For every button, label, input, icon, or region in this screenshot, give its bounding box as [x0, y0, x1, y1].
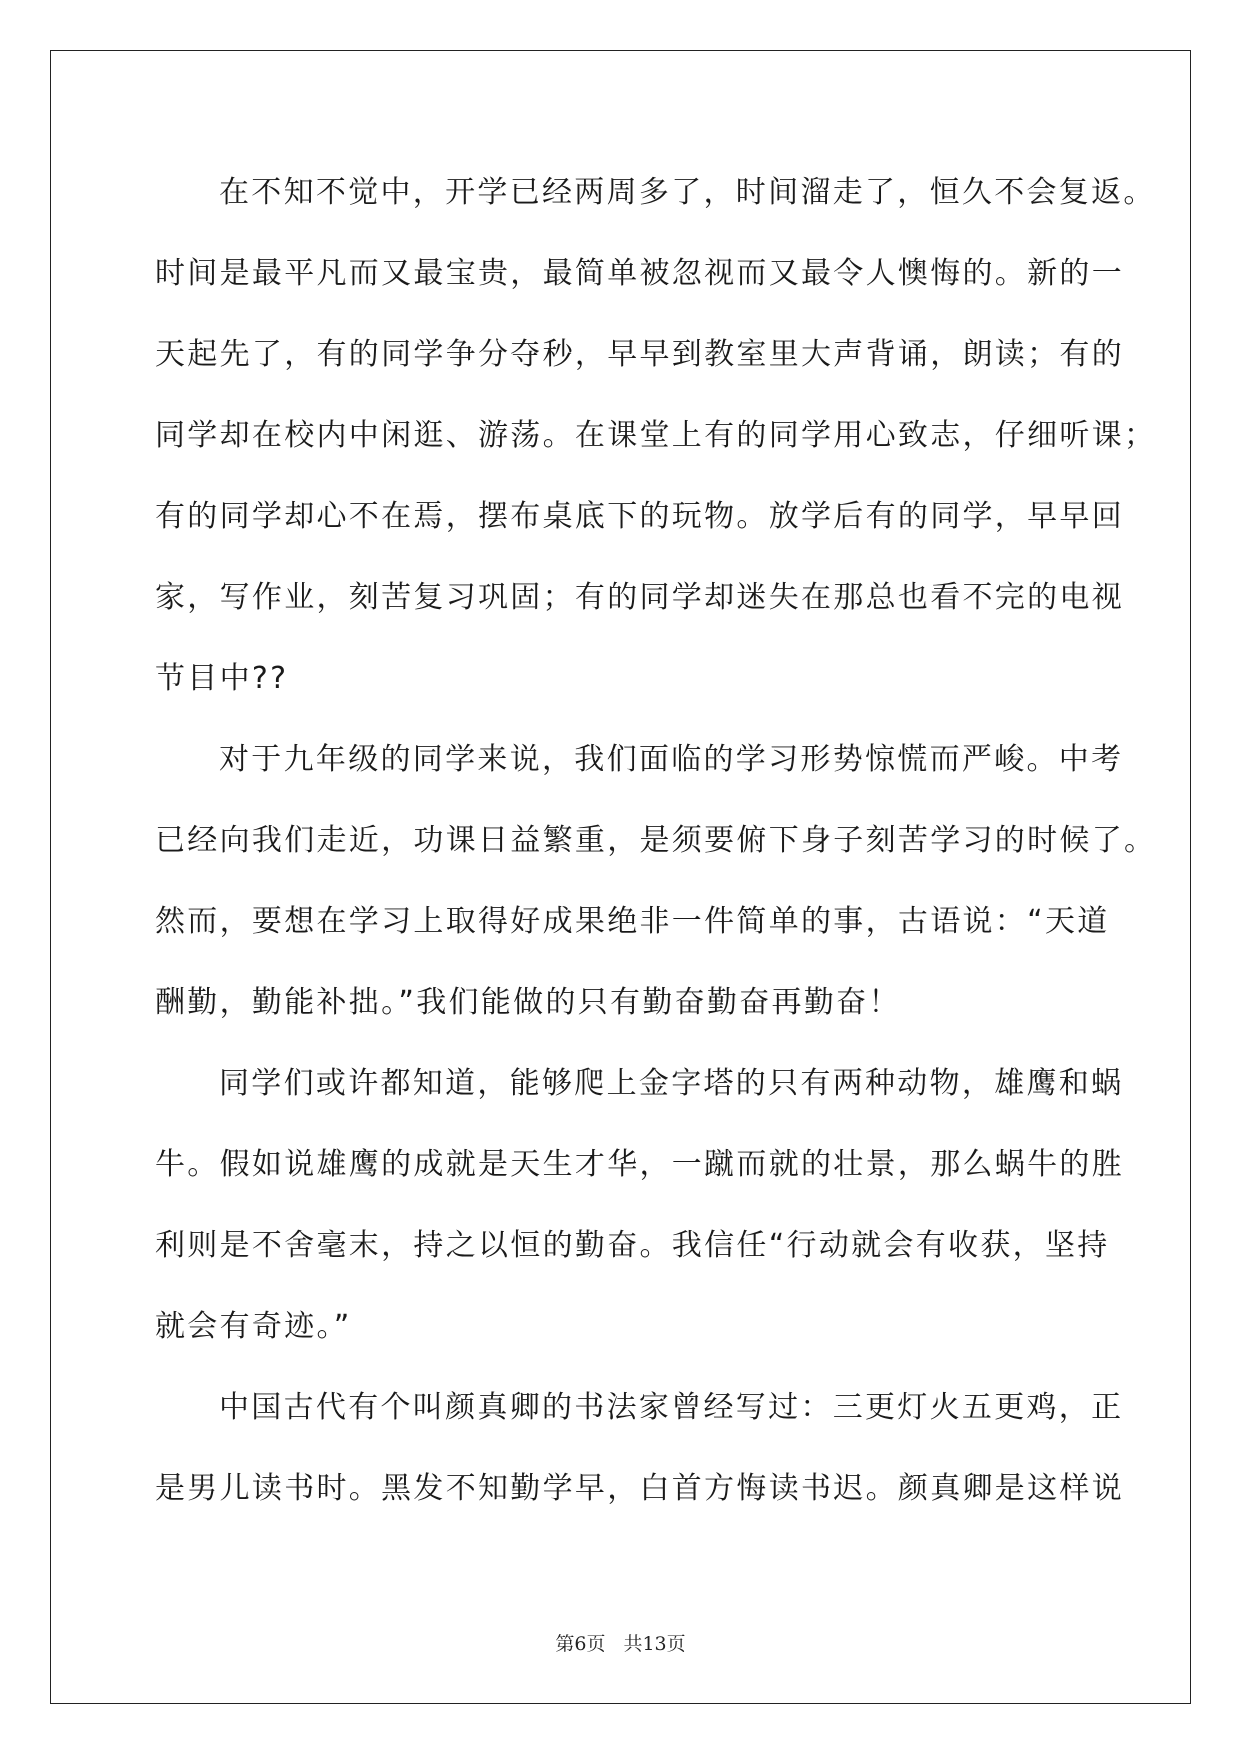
document-body	[155, 152, 1157, 1529]
text-line: 在不知不觉中，开学已经两周多了，时间溜走了，恒久不会复返。	[219, 175, 1156, 210]
text-line: 然而，要想在学习上取得好成果绝非一件简单的事，古语说：“天道	[155, 904, 1110, 939]
text-line: 酬勤，勤能补拙。”我们能做的只有勤奋勤奋再勤奋！	[155, 985, 901, 1020]
text-line: 家，写作业，刻苦复习巩固；有的同学却迷失在那总也看不完的电视	[155, 580, 1124, 615]
text-line: 牛。假如说雄鹰的成就是天生才华，一蹴而就的壮景，那么蜗牛的胜	[155, 1147, 1124, 1182]
text-line: 利则是不舍毫末，持之以恒的勤奋。我信任“行动就会有收获，坚持	[155, 1228, 1110, 1263]
page-footer	[0, 1629, 1241, 1656]
page-number: 第6页	[555, 1633, 606, 1655]
text-line: 就会有奇迹。”	[155, 1309, 352, 1344]
text-line: 已经向我们走近，功课日益繁重，是须要俯下身子刻苦学习的时候了。	[155, 823, 1157, 858]
text-line: 同学却在校内中闲逛、游荡。在课堂上有的同学用心致志，仔细听课；	[155, 418, 1157, 453]
text-line: 对于九年级的同学来说，我们面临的学习形势惊慌而严峻。中考	[219, 742, 1124, 777]
text-line: 同学们或许都知道，能够爬上金字塔的只有两种动物，雄鹰和蜗	[219, 1066, 1124, 1101]
text-line: 节目中??	[155, 661, 289, 696]
page-total: 共13页	[623, 1633, 686, 1655]
text-line: 时间是最平凡而又最宝贵，最简单被忽视而又最令人懊悔的。新的一	[155, 256, 1124, 291]
text-line: 有的同学却心不在焉，摆布桌底下的玩物。放学后有的同学，早早回	[155, 499, 1124, 534]
text-line: 中国古代有个叫颜真卿的书法家曾经写过：三更灯火五更鸡，正	[219, 1390, 1124, 1425]
text-line: 是男儿读书时。黑发不知勤学早，白首方悔读书迟。颜真卿是这样说	[155, 1471, 1124, 1506]
text-line: 天起先了，有的同学争分夺秒，早早到教室里大声背诵，朗读；有的	[155, 337, 1124, 372]
